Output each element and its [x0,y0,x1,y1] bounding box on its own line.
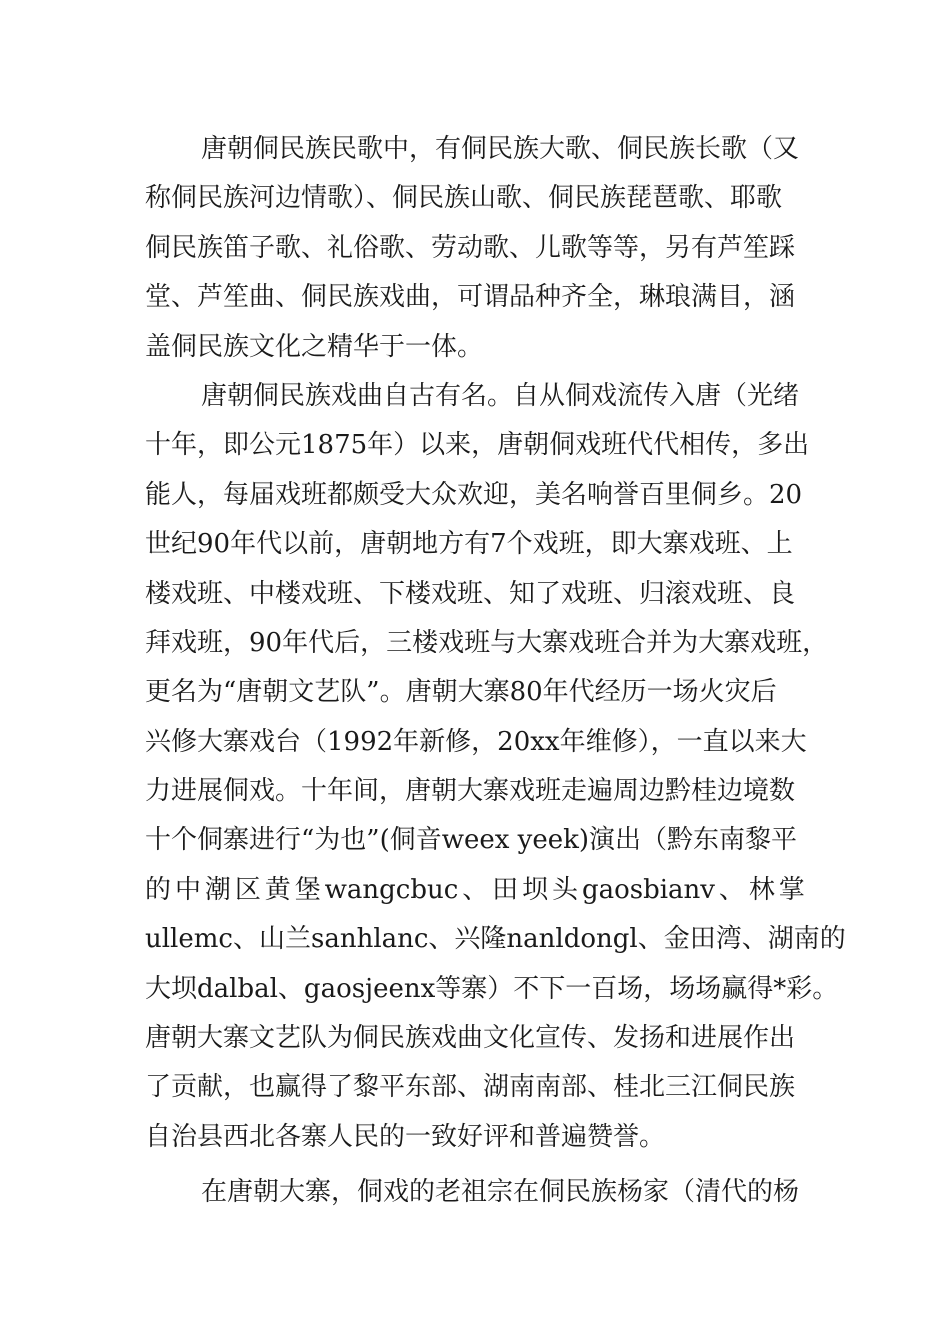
text-token: 林 [748,874,775,905]
text-token: 潮 [204,874,231,905]
text-line: 唐朝大寨文艺队为侗民族戏曲文化宣传、发扬和进展作出 [145,1023,796,1054]
text-token: 区 [234,874,261,905]
text-token: 中 [174,874,201,905]
text-line: 盖侗民族文化之精华于一体。 [145,331,484,362]
text-token: 堡 [294,874,321,905]
text-line: 十年，即公元1875年）以来，唐朝侗戏班代代相传，多出 [145,430,810,461]
text-line: 楼戏班、中楼戏班、下楼戏班、知了戏班、归滚戏班、良 [145,578,796,609]
body-text [145,125,846,1218]
text-line: 大坝dalbal、gaosjeenx等寨）不下一百场，场场赢得*彩。 [145,973,839,1004]
text-token: 、 [462,874,489,905]
text-token: 坝 [522,874,549,905]
text-line: 自治县西北各寨人民的一致好评和普遍赞誉。 [145,1121,666,1152]
text-line: 在唐朝大寨，侗戏的老祖宗在侗民族杨家（清代的杨 [201,1177,800,1208]
paragraph-2 [145,372,846,1162]
text-token: 的 [145,874,172,905]
paragraph-3 [145,1168,825,1217]
text-line: 堂、芦笙曲、侗民族戏曲，可谓品种齐全，琳琅满目，涵 [145,282,796,313]
text-token: 掌 [778,874,805,905]
text-token: 黄 [264,874,291,905]
text-token: 田 [492,874,519,905]
text-line: 世纪90年代以前，唐朝地方有7个戏班，即大寨戏班、上 [145,529,793,560]
text-line: 更名为“唐朝文艺队”。唐朝大寨80年代经历一场火灾后 [145,677,777,708]
text-line: 唐朝侗民族民歌中，有侗民族大歌、侗民族长歌（又 [201,134,800,164]
text-token: 头 [552,874,579,905]
text-token: 、 [718,874,745,905]
text-line: 兴修大寨戏台（1992年新修，20xx年维修），一直以来大 [145,726,807,757]
text-token: gaosbianv [581,874,715,905]
text-line: 侗民族笛子歌、礼俗歌、劳动歌、儿歌等等，另有芦笙踩 [145,232,796,263]
text-line: 拜戏班，90年代后，三楼戏班与大寨戏班合并为大寨戏班， [145,627,829,658]
text-line: 能人，每届戏班都颇受大众欢迎，美名响誉百里侗乡。20 [145,479,803,510]
text-line-justified [145,866,805,915]
paragraph-1 [145,125,825,372]
text-line: 十个侗寨进行“为也”(侗音weex yeek)演出（黔东南黎平 [145,825,798,856]
text-token: wangcbuc [324,874,459,905]
text-line: 力进展侗戏。十年间，唐朝大寨戏班走遍周边黔桂边境数 [145,776,796,807]
text-line: 了贡献，也赢得了黎平东部、湖南南部、桂北三江侗民族 [145,1072,796,1103]
text-line: ullemc、山兰sanhlanc、兴隆nanldongl、金田湾、湖南的 [145,924,846,955]
text-line: 唐朝侗民族戏曲自古有名。自从侗戏流传入唐（光绪 [201,380,800,411]
text-line: 称侗民族河边情歌）、侗民族山歌、侗民族琵琶歌、耶歌 [145,183,783,214]
